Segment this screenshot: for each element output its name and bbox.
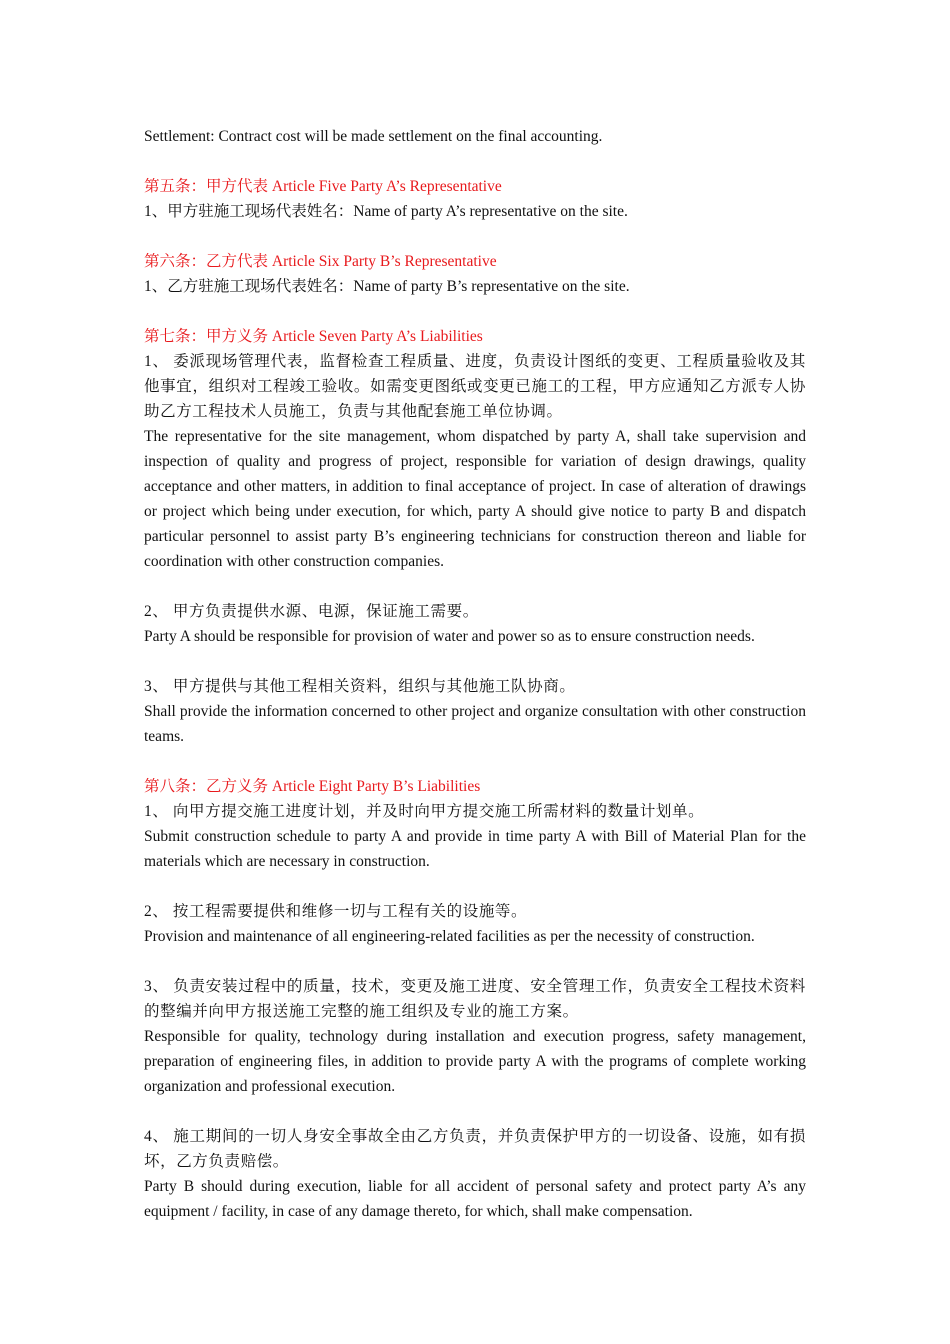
article-seven-item-1-english: The representative for the site management, whom dispatched by party A, shall take supervision and inspection of quality and progress of project, responsible for variation of design drawings, quality acceptance and other matters, in addition to final acceptance of project. In case of alteration of drawings or project which being under execution, for which, party A should give notice to party B and dispatch particular personnel to assist party B’s engineering technicians for construction thereon and liable for coordination with other construction companies. bbox=[144, 428, 806, 570]
spacer bbox=[144, 574, 806, 599]
article-seven-item-2-chinese: 2、 甲方负责提供水源、电源，保证施工需要。 bbox=[144, 603, 479, 620]
article-eight-item-2-chinese: 2、 按工程需要提供和维修一切与工程有关的设施等。 bbox=[144, 903, 528, 920]
spacer bbox=[144, 949, 806, 974]
article-seven-heading: 第七条：甲方义务 Article Seven Party A’s Liabilities bbox=[144, 328, 483, 345]
article-eight-item-1-english: Submit construction schedule to party A and provide in time party A with Bill of Material Plan for the materials which are necessary in construction. bbox=[144, 828, 806, 870]
article-six-heading: 第六条：乙方代表 Article Six Party B’s Representative bbox=[144, 253, 497, 270]
article-eight-item-4-english: Party B should during execution, liable for all accident of personal safety and protect party A’s any equipment / facility, in case of any damage thereto, for which, shall make compensation. bbox=[144, 1178, 806, 1220]
document-page bbox=[144, 124, 806, 1224]
spacer bbox=[144, 749, 806, 774]
article-five-heading: 第五条：甲方代表 Article Five Party A’s Representative bbox=[144, 178, 502, 195]
article-eight-item-3-chinese: 3、 负责安装过程中的质量，技术，变更及施工进度、安全管理工作，负责安全工程技术资料的整编并向甲方报送施工完整的施工组织及专业的施工方案。 bbox=[144, 978, 806, 1020]
spacer bbox=[144, 1099, 806, 1124]
article-seven-item-2-english: Party A should be responsible for provision of water and power so as to ensure construction needs. bbox=[144, 628, 755, 645]
article-seven-item-3-chinese: 3、 甲方提供与其他工程相关资料，组织与其他施工队协商。 bbox=[144, 678, 576, 695]
spacer bbox=[144, 649, 806, 674]
spacer bbox=[144, 224, 806, 249]
article-six-item-1: 1、乙方驻施工现场代表姓名：Name of party B’s representative on the site. bbox=[144, 278, 630, 295]
article-eight-item-3-english: Responsible for quality, technology during installation and execution progress, safety management, preparation of engineering files, in addition to provide party A with the programs of complete working organization and professional execution. bbox=[144, 1028, 806, 1095]
article-five-item-1: 1、甲方驻施工现场代表姓名：Name of party A’s representative on the site. bbox=[144, 203, 628, 220]
article-seven-item-3-english: Shall provide the information concerned to other project and organize consultation with other construction teams. bbox=[144, 703, 806, 745]
spacer bbox=[144, 299, 806, 324]
article-eight-item-1-chinese: 1、 向甲方提交施工进度计划，并及时向甲方提交施工所需材料的数量计划单。 bbox=[144, 803, 705, 820]
spacer bbox=[144, 874, 806, 899]
article-seven-item-1-chinese: 1、 委派现场管理代表，监督检查工程质量、进度，负责设计图纸的变更、工程质量验收及其他事宜，组织对工程竣工验收。如需变更图纸或变更已施工的工程，甲方应通知乙方派专人协助乙方工程技术人员施工，负责与其他配套施工单位协调。 bbox=[144, 353, 806, 420]
article-eight-item-4-chinese: 4、 施工期间的一切人身安全事故全由乙方负责，并负责保护甲方的一切设备、设施，如有损坏，乙方负责赔偿。 bbox=[144, 1128, 806, 1170]
article-eight-item-2-english: Provision and maintenance of all engineering-related facilities as per the necessity of construction. bbox=[144, 928, 755, 945]
settlement-clause: Settlement: Contract cost will be made settlement on the final accounting. bbox=[144, 128, 603, 145]
spacer bbox=[144, 149, 806, 174]
article-eight-heading: 第八条：乙方义务 Article Eight Party B’s Liabilities bbox=[144, 778, 481, 795]
